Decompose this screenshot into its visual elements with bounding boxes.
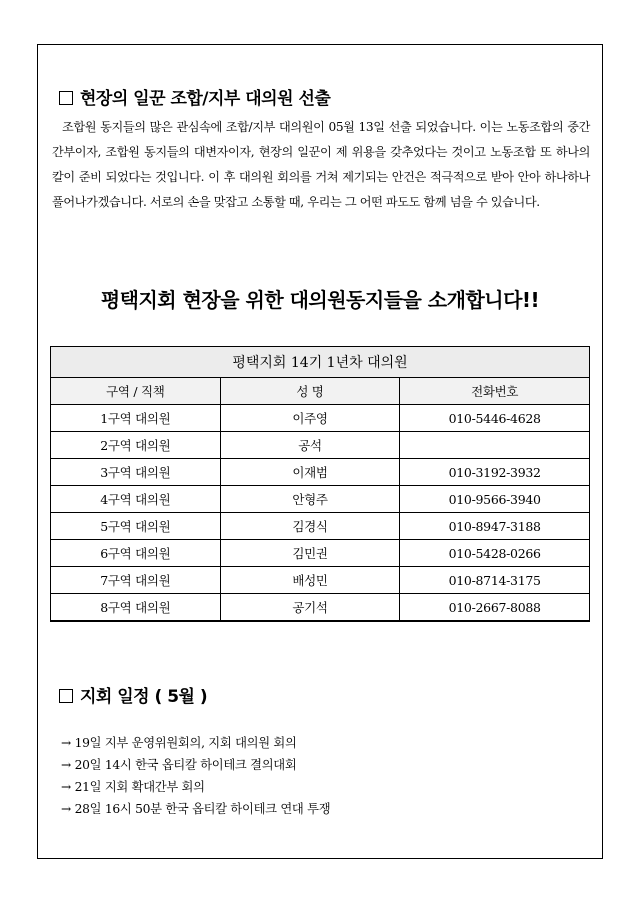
- cell-role: 5구역 대의원: [51, 513, 221, 540]
- section-heading-election-text: 현장의 일꾼 조합/지부 대의원 선출: [80, 89, 331, 109]
- cell-role: 3구역 대의원: [51, 459, 221, 486]
- list-item: → 21일 지회 확대간부 회의: [61, 780, 205, 794]
- election-paragraph: 조합원 동지들의 많은 관심속에 조합/지부 대의원이 05월 13일 선출 되었습니다. 이는 노동조합의 중간 간부이자, 조합원 동지들의 대변자이자, 현장의 일꾼이 제 위용을 갖추었다는 것이고 노동조합 또 하나의 칼이 준비 되었다는 것입니다. 이 후 대의원 회의를 거쳐 제기되는 안건은 적극적으로 받아 안아 하나하나 풀어나가겠습니다. 서로의 손을 맞잡고 소통할 때, 우리는 그 어떤 파도도 함께 넘을 수 있습니다.: [52, 120, 590, 209]
- table-row: [51, 432, 590, 459]
- cell-role: 7구역 대의원: [51, 567, 221, 594]
- table-row: [51, 513, 590, 540]
- cell-name: 배성민: [220, 567, 400, 594]
- column-header-role: 구역 / 직책: [51, 378, 221, 405]
- cell-name: 김경식: [220, 513, 400, 540]
- cell-phone: 010-2667-8088: [400, 594, 590, 622]
- representatives-headline: 평택지회 현장을 위한 대의원동지들을 소개합니다!!: [100, 288, 540, 312]
- section-heading-schedule-text: 지회 일정 ( 5월 ): [80, 687, 208, 707]
- cell-name: 공석: [220, 432, 400, 459]
- cell-name: 공기석: [220, 594, 400, 622]
- list-item: → 20일 14시 한국 옵티칼 하이테크 결의대회: [61, 758, 297, 772]
- list-item: → 19일 지부 운영위원회의, 지회 대의원 회의: [61, 736, 297, 750]
- cell-name: 김민권: [220, 540, 400, 567]
- cell-phone: 010-8947-3188: [400, 513, 590, 540]
- cell-role: 2구역 대의원: [51, 432, 221, 459]
- cell-role: 1구역 대의원: [51, 405, 221, 432]
- section-heading-election: [59, 84, 330, 109]
- table-row: [51, 405, 590, 432]
- cell-phone: 010-9566-3940: [400, 486, 590, 513]
- table-caption-row: [51, 347, 590, 378]
- column-header-name: 성 명: [220, 378, 400, 405]
- cell-name: 안형주: [220, 486, 400, 513]
- cell-role: 8구역 대의원: [51, 594, 221, 622]
- schedule-list: [61, 732, 330, 820]
- column-header-phone: 전화번호: [400, 378, 590, 405]
- cell-phone: 010-3192-3932: [400, 459, 590, 486]
- cell-name: 이주영: [220, 405, 400, 432]
- table-row: [51, 459, 590, 486]
- table-row: [51, 594, 590, 622]
- section-heading-schedule: [59, 682, 207, 707]
- table-row: [51, 540, 590, 567]
- cell-role: 6구역 대의원: [51, 540, 221, 567]
- cell-name: 이재범: [220, 459, 400, 486]
- table-row: [51, 567, 590, 594]
- checkbox-square-icon: [59, 91, 73, 105]
- table-caption: 평택지회 14기 1년차 대의원: [51, 347, 590, 378]
- cell-phone: 010-5446-4628: [400, 405, 590, 432]
- cell-phone: [400, 432, 590, 459]
- table-header-row: [51, 378, 590, 405]
- cell-role: 4구역 대의원: [51, 486, 221, 513]
- cell-phone: 010-5428-0266: [400, 540, 590, 567]
- cell-phone: 010-8714-3175: [400, 567, 590, 594]
- checkbox-square-icon: [59, 689, 73, 703]
- representatives-table: [50, 346, 590, 622]
- list-item: → 28일 16시 50분 한국 옵티칼 하이테크 연대 투쟁: [61, 802, 331, 816]
- table-row: [51, 486, 590, 513]
